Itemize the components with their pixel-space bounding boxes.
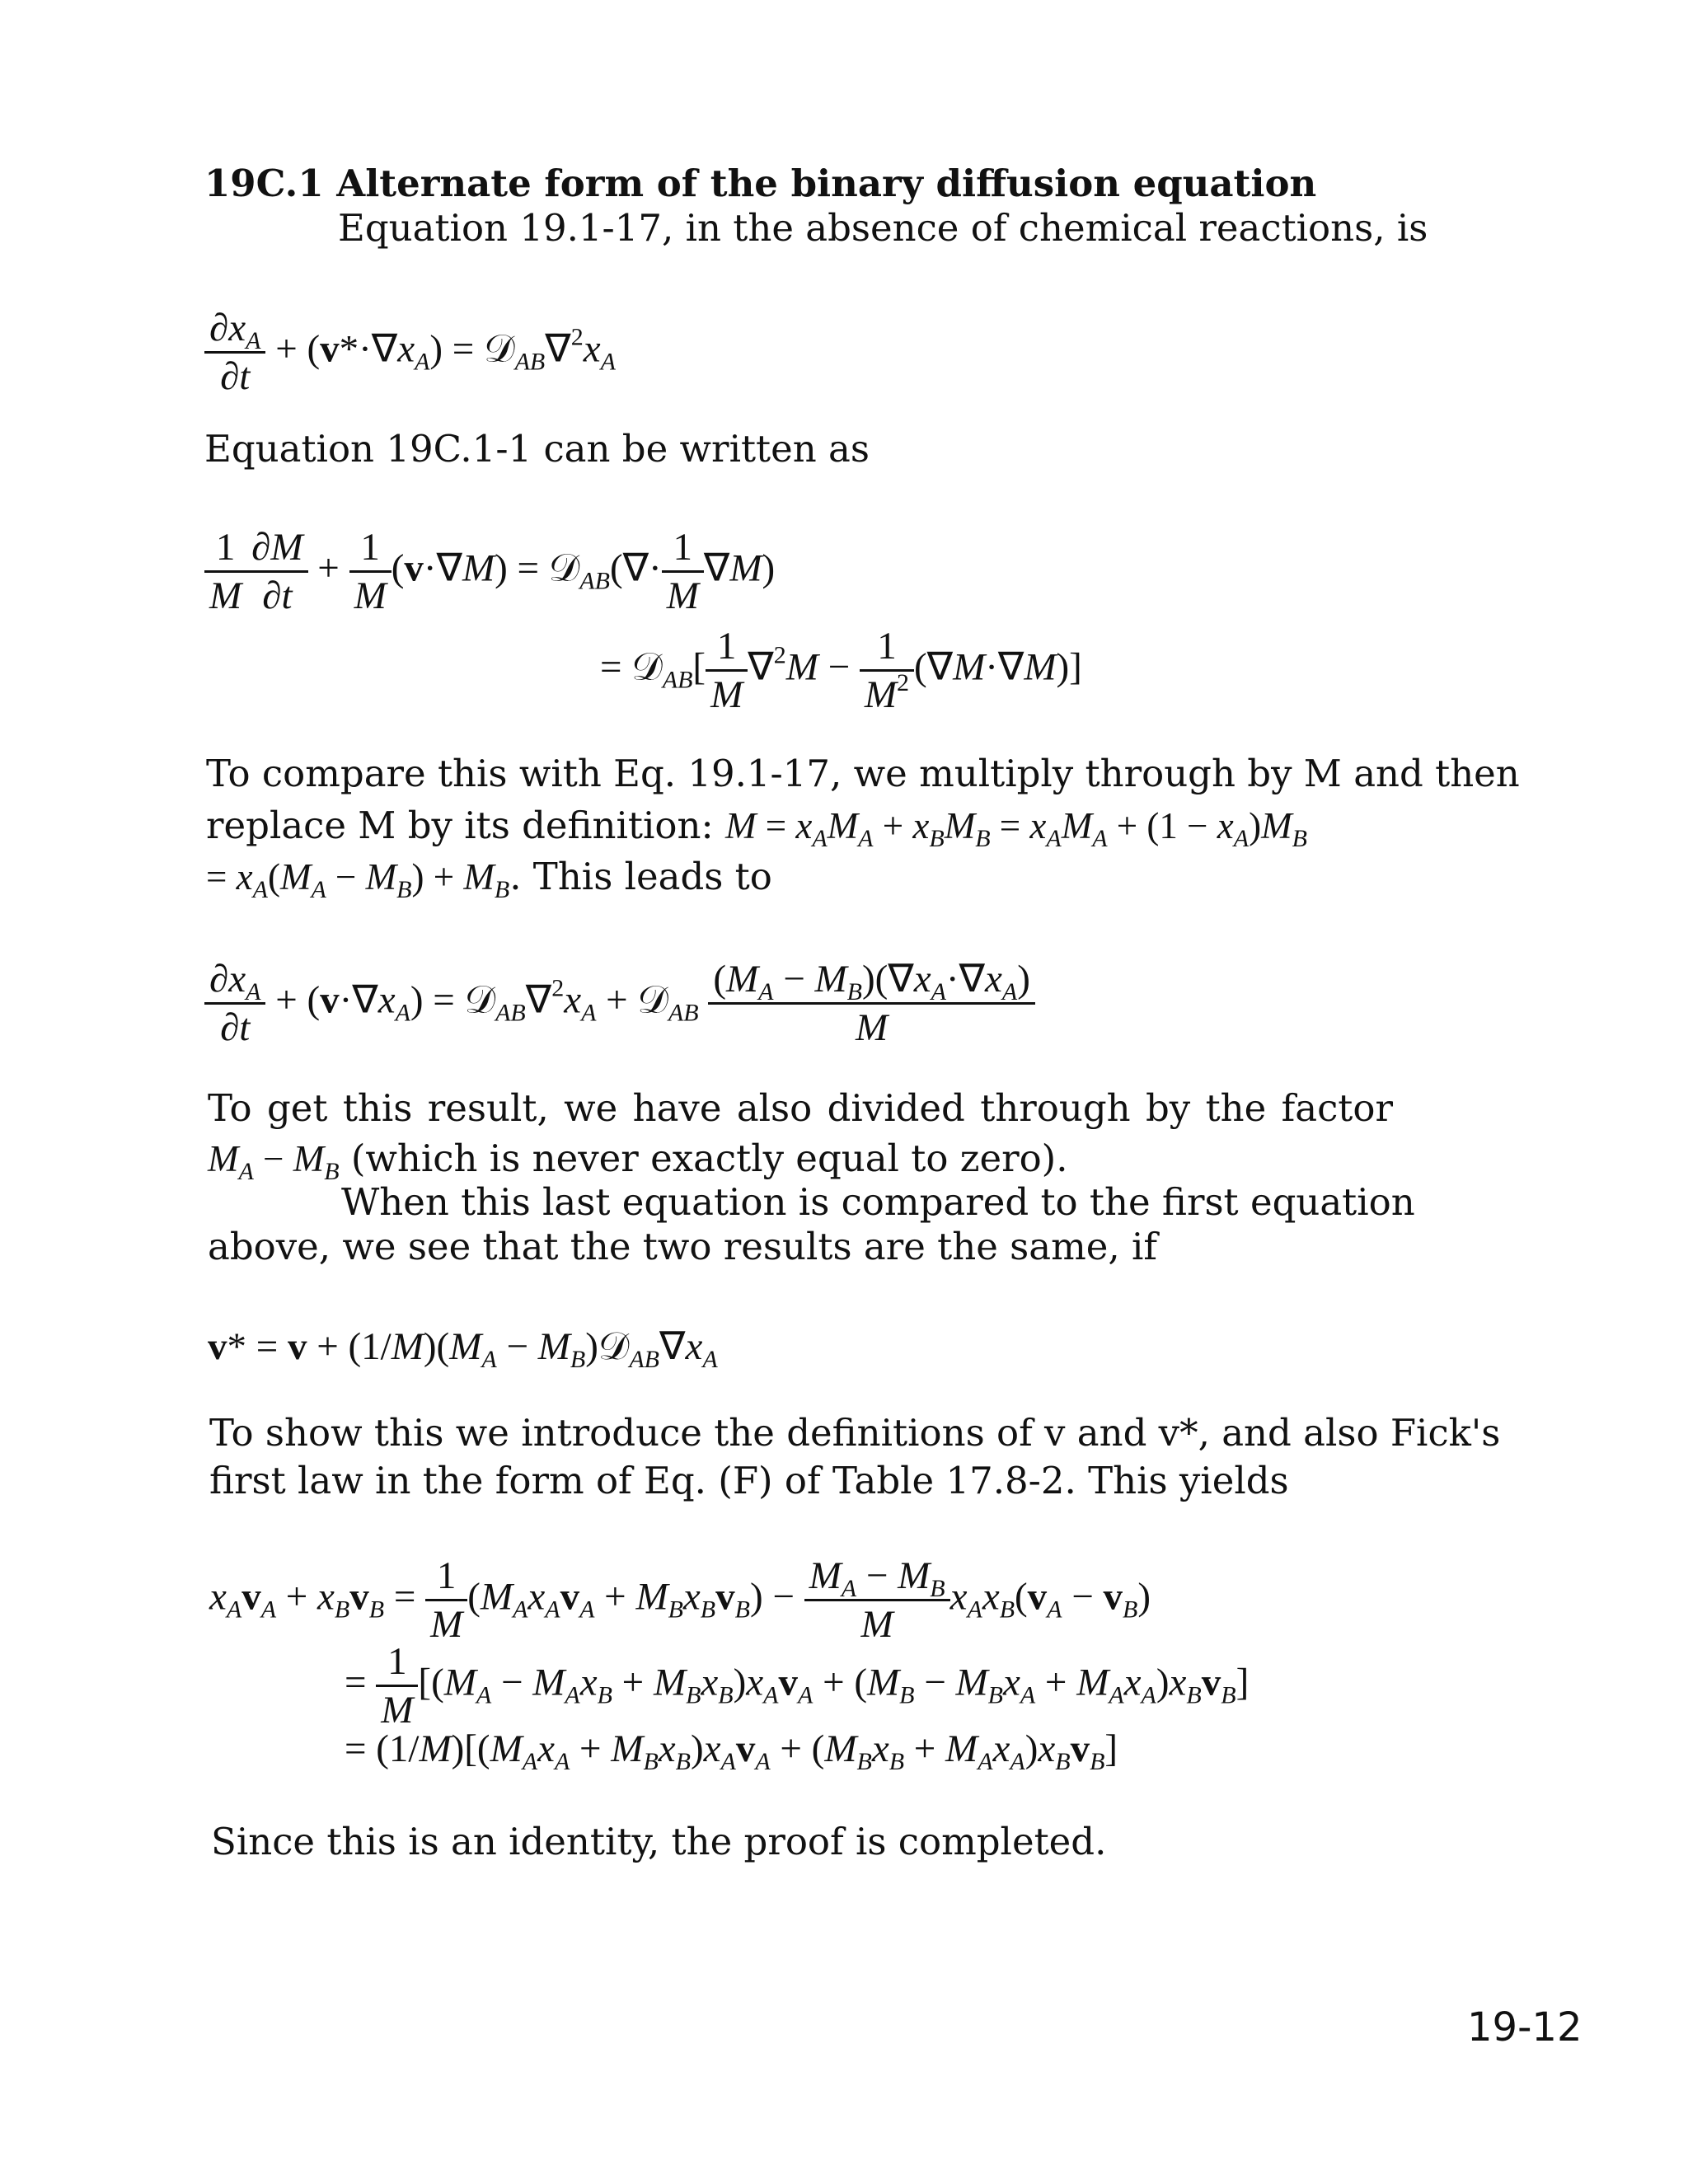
equation-1: $\frac{\partial x_A}{\partial t}$ + $(v*\cdot\nabla x_A)$ = $𝒟_{AB}\nabla^2x_A$	[204, 305, 616, 400]
paragraph-compare-line1: To compare this with Eq. 19.1-17, we multiply through by M and then	[206, 752, 1520, 795]
equation-5-line2: = $\frac{1}{M}$ $[(M_A - M_Ax_B + M_Bx_B)x_Av_A + (M_B - M_Bx_A + M_Ax_A)x_Bv_B]$	[345, 1640, 1250, 1732]
page-number: 19-12	[1467, 2004, 1582, 2050]
paragraph-conclusion: Since this is an identity, the proof is completed.	[211, 1820, 1107, 1863]
equation-3: $\frac{\partial x_A}{\partial t}$ + $(v\cdot\nabla x_A)$ = $𝒟_{AB}\nabla^2x_A$ + 𝒟$_{AB}$ $\frac{(M_A - M_B)(\nabla x_A\cdot\nabla x_A)}{M}$	[204, 956, 1035, 1051]
paragraph-show-line2: first law in the form of Eq. (F) of Table 17.8-2. This yields	[209, 1459, 1289, 1502]
section-number: 19C.1	[204, 162, 324, 205]
paragraph-same-line1: When this last equation is compared to the first equation	[341, 1180, 1415, 1224]
equation-5-line3: = $(1/M)[(M_Ax_A + M_Bx_B)x_Av_A + (M_Bx_B + M_Ax_A)x_Bv_B]$	[345, 1727, 1118, 1775]
paragraph-compare-line2: replace M by its definition: $M = x_AM_A + x_BM_B = x_AM_A + (1 - x_A)M_B$	[206, 804, 1307, 852]
section-heading	[204, 162, 1316, 206]
equation-4: $v* = v + (1/M)(M_A$ − $M_B)𝒟_{AB}\nabla x_A$	[208, 1325, 718, 1373]
paragraph-intro: Equation 19.1-17, in the absence of chemical reactions, is	[338, 206, 1428, 250]
equation-2-line1: $\frac{1}{M}$ $\frac{\partial M}{\partial t}$ + $\frac{1}{M}$ (v·∇M) = 𝒟$_{AB}$(∇· $\frac{1}{M}$ ∇M)	[204, 524, 775, 619]
equation-5-line1: $x_Av_A + x_Bv_B$ = $\frac{1}{M}$ $(M_Ax_Av_A + M_Bx_Bv_B)$ − $\frac{M_A - M_B}{M}$ $x_Ax_B(v_A - v_B)$	[209, 1554, 1151, 1646]
section-title: Alternate form of the binary diffusion equation	[336, 162, 1317, 205]
paragraph-divide-line2: $M_A - M_B$ (which is never exactly equal to zero).	[208, 1137, 1068, 1185]
paragraph-rewrite: Equation 19C.1-1 can be written as	[204, 427, 870, 471]
paragraph-same-line2: above, we see that the two results are the same, if	[208, 1225, 1158, 1268]
paragraph-divide-line1: To get this result, we have also divided through by the factor	[208, 1086, 1393, 1130]
compare-text: replace M by its definition:	[206, 804, 714, 847]
equation-2-line2: = 𝒟$_{AB}$[ $\frac{1}{M}$ ∇$^2$M − $\frac{1}{M^2}$ (∇M·∇M)]	[600, 625, 1082, 716]
compare-text-end: . This leads to	[509, 855, 772, 898]
paragraph-compare-line3: = $x_A(M_A - M_B) + M_B$. This leads to	[206, 855, 772, 903]
paragraph-show-line1: To show this we introduce the definitions of v and v*, and also Fick's	[209, 1411, 1501, 1455]
